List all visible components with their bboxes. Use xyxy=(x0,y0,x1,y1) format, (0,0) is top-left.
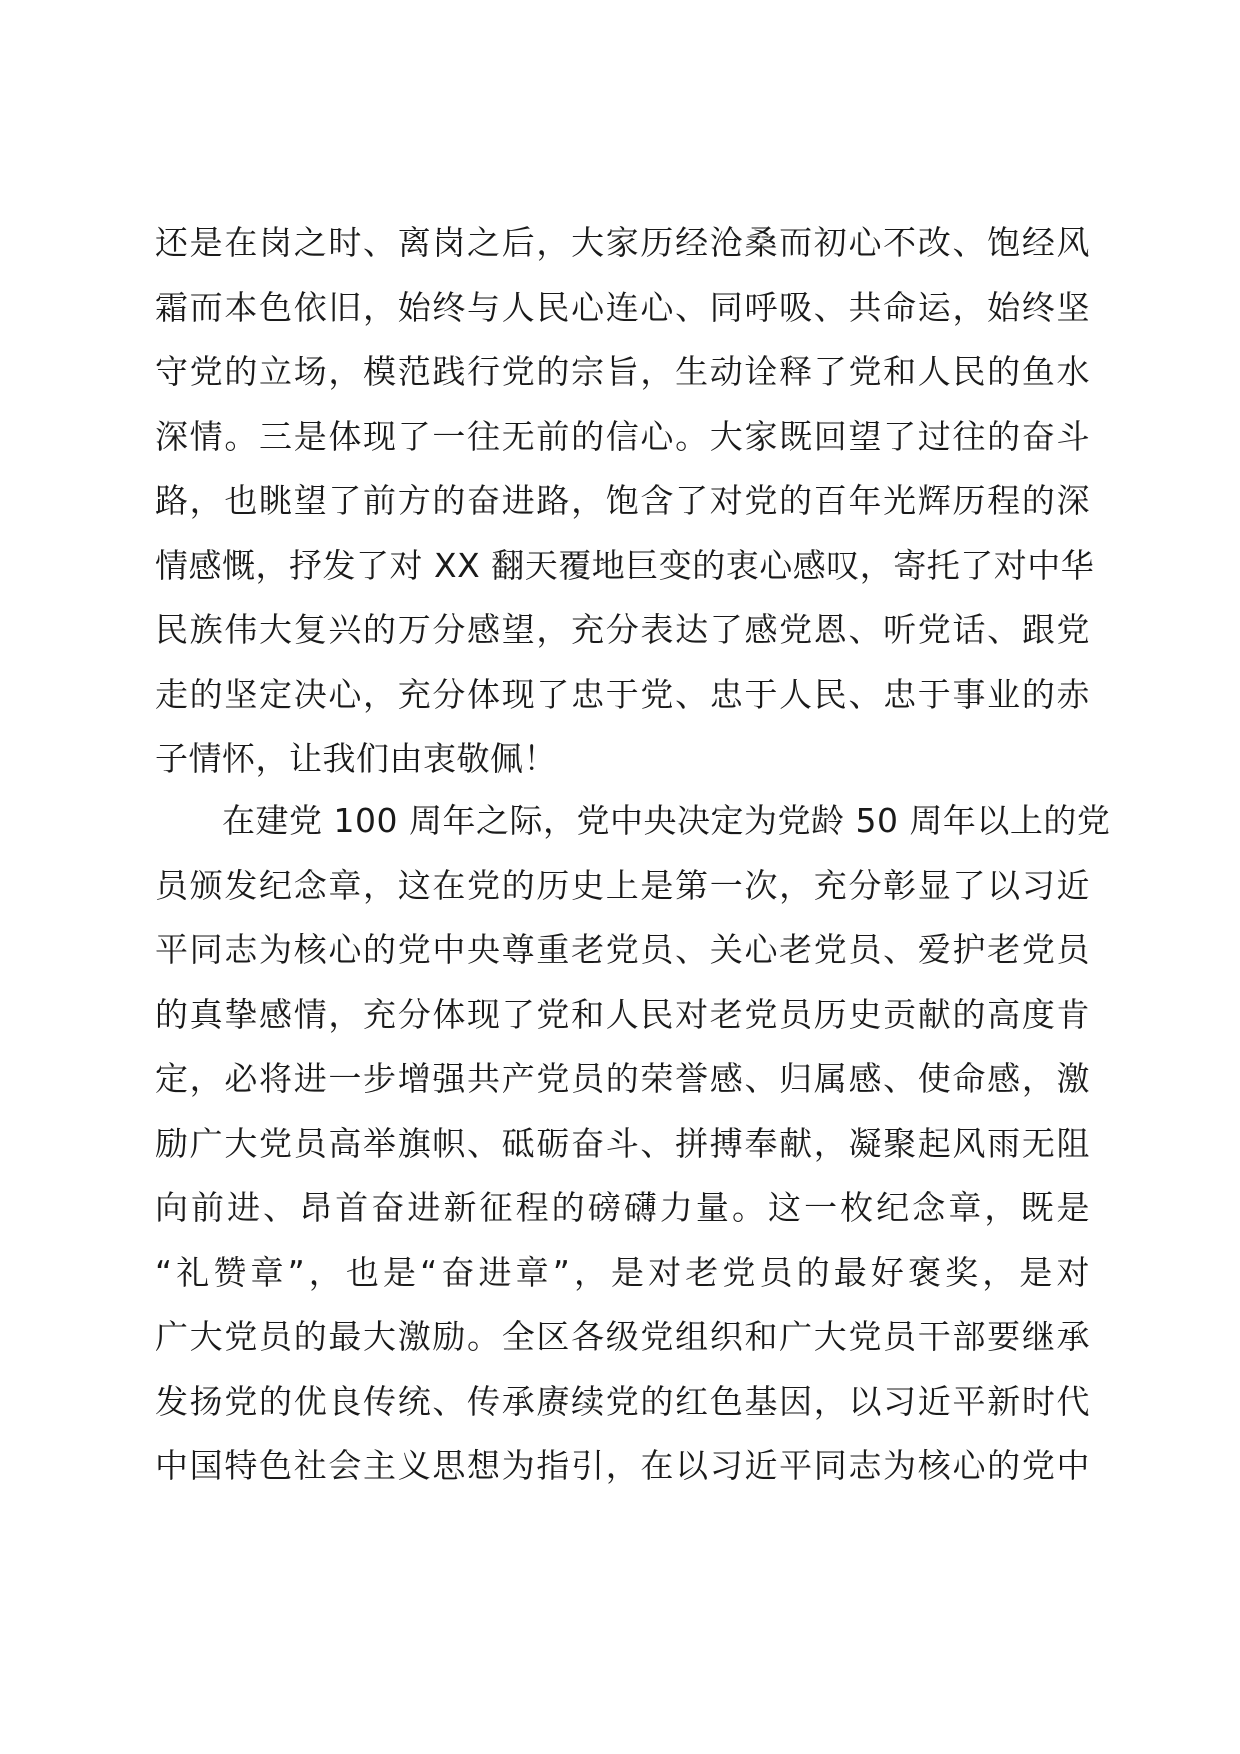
text-line: 守党的立场，模范践行党的宗旨，生动诠释了党和人民的鱼水 xyxy=(155,352,1090,391)
text-line: 向前进、昂首奋进新征程的磅礴力量。这一枚纪念章，既是 xyxy=(155,1188,1090,1227)
text-line: 的真挚感情，充分体现了党和人民对老党员历史贡献的高度肯 xyxy=(155,994,1090,1034)
text-line: 员颁发纪念章，这在党的历史上是第一次，充分彰显了以习近 xyxy=(155,865,1090,905)
text-line: 霜而本色依旧，始终与人民心连心、同呼吸、共命运，始终坚 xyxy=(155,287,1090,327)
text-line: 定，必将进一步增强共产党员的荣誉感、归属感、使命感，激 xyxy=(155,1059,1090,1098)
text-line: 在建党 100 周年之际，党中央决定为党龄 50 周年以上的党 xyxy=(155,801,1111,840)
text-line: 励广大党员高举旗帜、砥砺奋斗、拼搏奉献，凝聚起风雨无阻 xyxy=(155,1123,1090,1163)
paragraph-1 xyxy=(155,211,1095,792)
text-line: “礼赞章”，也是“奋进章”，是对老党员的最好褒奖，是对 xyxy=(155,1252,1090,1292)
text-line: 情感慨，抒发了对 XX 翻天覆地巨变的衷心感叹，寄托了对中华 xyxy=(155,545,1095,585)
text-line: 还是在岗之时、离岗之后，大家历经沧桑而初心不改、饱经风 xyxy=(155,223,1090,262)
text-line: 深情。三是体现了一往无前的信心。大家既回望了过往的奋斗 xyxy=(155,416,1090,456)
text-line: 广大党员的最大激励。全区各级党组织和广大党员干部要继承 xyxy=(155,1317,1090,1356)
text-line: 平同志为核心的党中央尊重老党员、关心老党员、爱护老党员 xyxy=(155,930,1090,969)
text-line: 发扬党的优良传统、传承赓续党的红色基因，以习近平新时代 xyxy=(155,1381,1090,1421)
text-line: 子情怀，让我们由衷敬佩！ xyxy=(155,739,557,778)
text-line: 中国特色社会主义思想为指引，在以习近平同志为核心的党中 xyxy=(155,1446,1090,1485)
paragraph-2 xyxy=(155,789,1111,1499)
text-line: 走的坚定决心，充分体现了忠于党、忠于人民、忠于事业的赤 xyxy=(155,674,1090,714)
text-line: 路，也眺望了前方的奋进路，饱含了对党的百年光辉历程的深 xyxy=(155,481,1090,520)
text-line: 民族伟大复兴的万分感望，充分表达了感党恩、听党话、跟党 xyxy=(155,610,1090,649)
